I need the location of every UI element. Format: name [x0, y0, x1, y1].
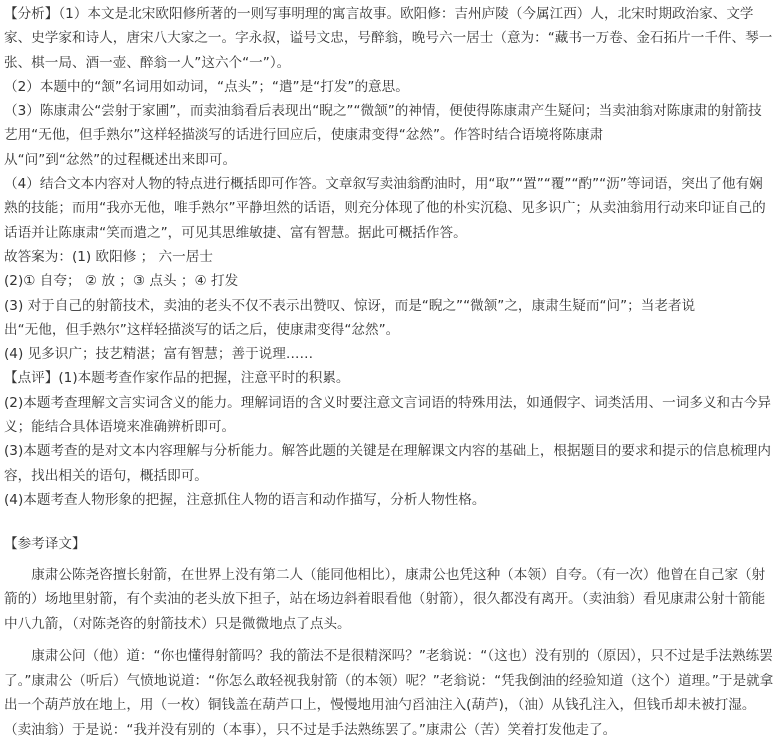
translation-paragraph-2: 康肃公问（他）道：“你也懂得射箭吗？我的箭法不是很精深吗？”老翁说：“（这也）没有别的（原因），只不过是手法熟练罢了。”康肃公（听后）气愤地说道：“你怎么敢轻视我射箭（的本领）呢？”老翁说：“凭我倒油的经验知道（这个）道理。”于是就拿出一个葫芦放在地上，用（一枚）铜钱盖在葫芦口上，慢慢地用油勺舀油注入(葫芦)，（油）从钱孔注入，但钱币却未被打湿。（卖油翁）于是说：“我并没有别的（本事），只不过是手法熟练罢了。”康肃公（苦）笑着打发他走了。 [4, 648, 774, 738]
comment-3: (3)本题考查的是对文本内容理解与分析能力。解答此题的关键是在理解课文内容的基础上，根据题目的要求和提示的信息梳理内容，找出相关的语句，概括即可。 [4, 443, 771, 484]
analysis-section [4, 0, 774, 512]
section-spacer [4, 512, 774, 532]
answer-3-cont: 出“无他，但手熟尔”这样轻描淡写的话之后，使康肃变得“忿然”。 [4, 321, 400, 338]
answer-1: 故答案为：(1) 欧阳修 ； 六一居士 [4, 248, 213, 265]
analysis-q3-cont: 从“问”到“忿然”的过程概述出来即可。 [4, 151, 237, 168]
answer-2: (2)① 自夸； ② 放 ；③ 点头 ；④ 打发 [4, 273, 239, 290]
translation-section [4, 563, 774, 742]
analysis-q2: （2）本题中的“颔”名词用如动词，“点头”；“遣”是“打发”的意思。 [4, 78, 409, 95]
analysis-q4: （4）结合文本内容对人物的特点进行概括即可作答。文章叙写卖油翁酌油时，用“取”“置”“覆”“酌”“沥”等词语，突出了他有娴熟的技能；而用“我亦无他，唯手熟尔”平静坦然的话语，则充分体现了他的朴实沉稳、见多识广；从卖油翁用行动来印证自己的话语并让陈康肃“笑而遣之”，可见其思维敏捷、富有智慧。据此可概括作答。 [4, 176, 766, 241]
answer-4: (4) 见多识广；技艺精湛；富有智慧；善于说理…… [4, 346, 314, 363]
translation-title: 【参考译文】 [4, 536, 86, 553]
comment-4: (4)本题考查人物形象的把握，注意抓住人物的语言和动作描写，分析人物性格。 [4, 491, 486, 508]
comment-1: 【点评】(1)本题考查作家作品的把握，注意平时的积累。 [4, 370, 350, 387]
analysis-q3: （3）陈康肃公“尝射于家圃”，而卖油翁看后表现出“睨之”“微颔”的神情，便使得陈康肃产生疑问；当卖油翁对陈康肃的射箭技艺用“无他，但手熟尔”这样轻描淡写的话进行回应后，使康肃变得“忿然”。作答时结合语境将陈康肃 [4, 103, 762, 144]
analysis-intro: 【分析】（1）本文是北宋欧阳修所著的一则写事明理的寓言故事。欧阳修：吉州庐陵（今属江西）人，北宋时期政治家、文学家、史学家和诗人，唐宋八大家之一。字永叔，谥号文忠，号醉翁，晚号六一居士（意为：“藏书一万卷、金石拓片一千件、琴一张、棋一局、酒一壶、醉翁一人”这六个“一”）。 [4, 6, 773, 71]
answer-3: (3) 对于自己的射箭技术，卖油的老头不仅不表示出赞叹、惊讶，而是“睨之”“微颔”之，康肃生疑而“问”；当老者说 [4, 297, 696, 314]
translation-paragraph-1: 康肃公陈尧咨擅长射箭，在世界上没有第二人（能同他相比），康肃公也凭这种（本领）自夸。（有一次）他曾在自己家（射箭的）场地里射箭，有个卖油的老头放下担子，站在场边斜着眼看他（射箭），很久都没有离开。（卖油翁）看见康肃公射十箭能中八九箭，（对陈尧咨的射箭技术）只是微微地点了点头。 [4, 566, 766, 632]
comment-2: (2)本题考查理解文言实词含义的能力。理解词语的含义时要注意文言词语的特殊用法，如通假字、词类活用、一词多义和古今异义；能结合具体语境来准确辨析即可。 [4, 394, 771, 436]
